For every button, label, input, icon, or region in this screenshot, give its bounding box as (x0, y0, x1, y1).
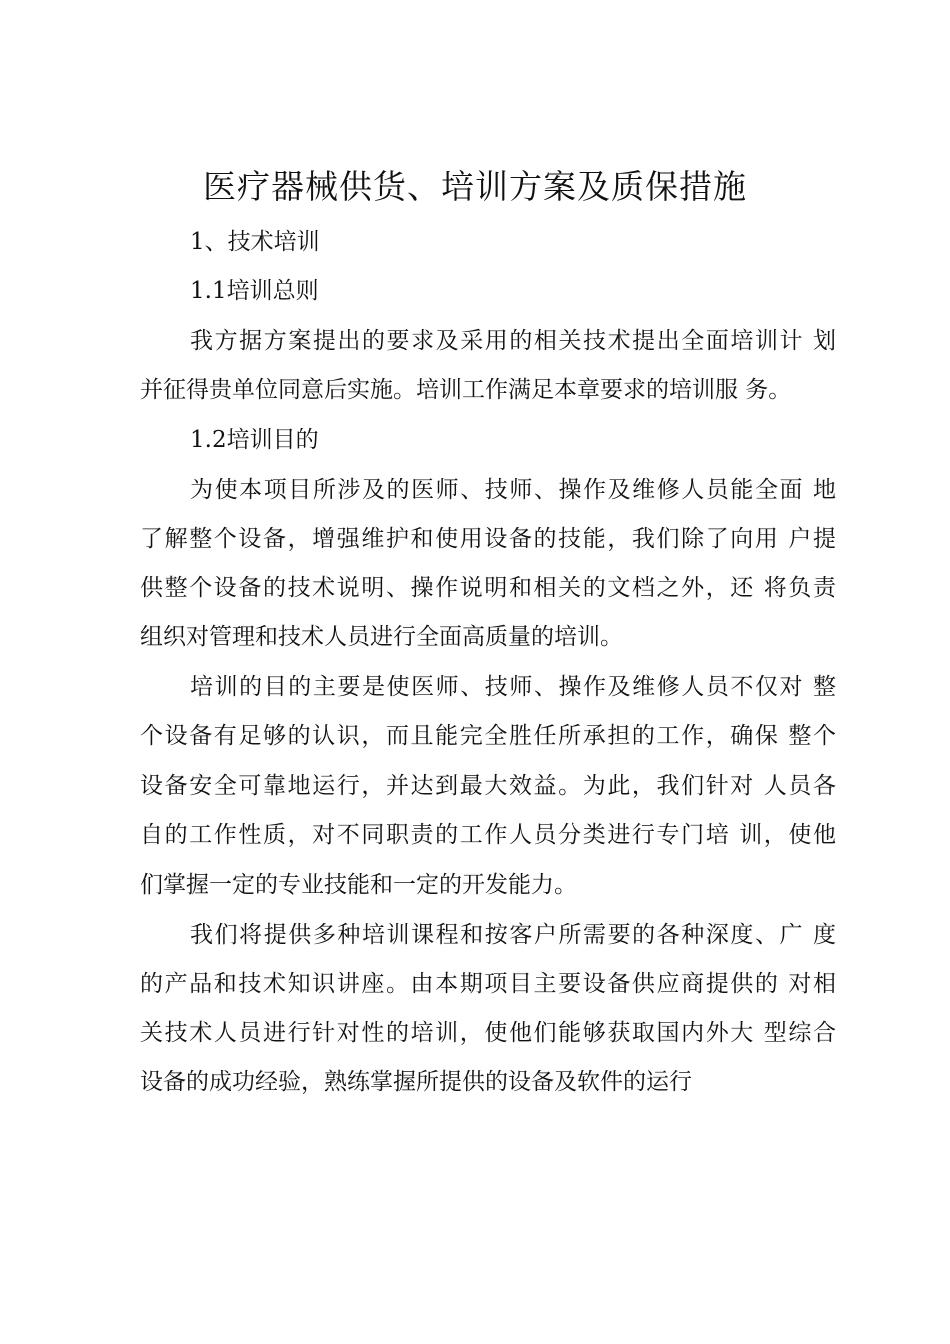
paragraph-line: 的产品和技术知识讲座。由本期项目主要设备供应商提供的 对相 (140, 971, 836, 997)
paragraph-line: 设备的成功经验，熟练掌握所提供的设备及软件的运行 (140, 1069, 692, 1095)
paragraph-line: 自的工作性质，对不同职责的工作人员分类进行专门培 训，使他 (140, 822, 836, 848)
paragraph-line: 了解整个设备，增强维护和使用设备的技能，我们除了向用 户提 (140, 526, 836, 552)
paragraph-line: 培训的目的主要是使医师、技师、操作及维修人员不仅对 整 (190, 674, 836, 700)
paragraph-line: 们掌握一定的专业技能和一定的开发能力。 (140, 872, 577, 898)
paragraph-line: 供整个设备的技术说明、操作说明和相关的文档之外，还 将负责 (140, 575, 836, 601)
paragraph-line: 我方据方案提出的要求及采用的相关技术提出全面培训计 划 (190, 328, 836, 354)
heading-technical-training: 1、技术培训 (190, 229, 320, 255)
paragraph-line: 组织对管理和技术人员进行全面高质量的培训。 (140, 624, 623, 650)
paragraph-line: 设备安全可靠地运行，并达到最大效益。为此，我们针对 人员各 (140, 773, 836, 799)
paragraph-line: 为使本项目所涉及的医师、技师、操作及维修人员能全面 地 (190, 477, 836, 503)
paragraph-line: 个设备有足够的认识，而且能完全胜任所承担的工作，确保 整个 (140, 723, 836, 749)
paragraph-line: 并征得贵单位同意后实施。培训工作满足本章要求的培训服 务。 (140, 377, 792, 403)
paragraph-line: 关技术人员进行针对性的培训，使他们能够获取国内外大 型综合 (140, 1020, 836, 1046)
document-title: 医疗器械供货、培训方案及质保措施 (203, 167, 747, 206)
heading-training-purpose: 1.2培训目的 (190, 427, 319, 453)
heading-training-principles: 1.1培训总则 (190, 278, 319, 304)
paragraph-line: 我们将提供多种培训课程和按客户所需要的各种深度、广 度 (190, 922, 836, 948)
